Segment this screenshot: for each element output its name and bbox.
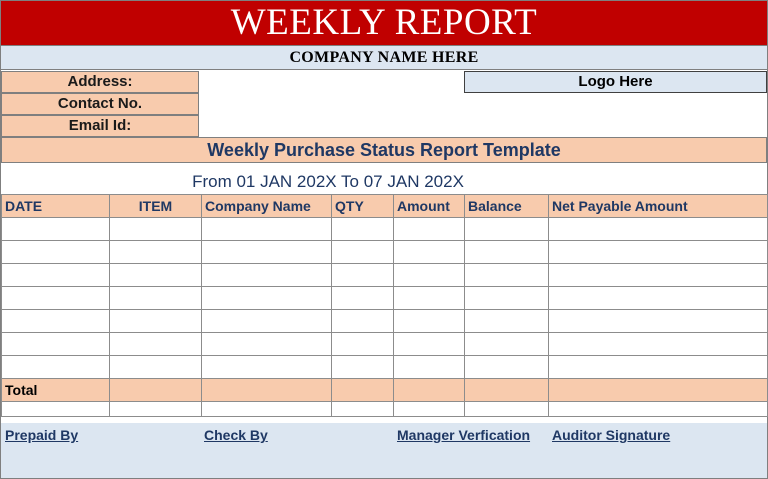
total-row[interactable] <box>2 379 768 402</box>
report-subtitle: Weekly Purchase Status Report Template <box>1 137 767 163</box>
table-row[interactable] <box>2 218 768 241</box>
col-item: ITEM <box>110 195 202 218</box>
table-row[interactable] <box>2 333 768 356</box>
report-title: WEEKLY REPORT <box>1 1 767 45</box>
col-date: DATE <box>2 195 110 218</box>
logo-placeholder[interactable]: Logo Here <box>464 71 767 93</box>
purchase-table <box>1 194 768 417</box>
col-qty: QTY <box>332 195 394 218</box>
table-row[interactable] <box>2 264 768 287</box>
table-row[interactable] <box>2 310 768 333</box>
auditor-signature-link[interactable]: Auditor Signature <box>552 427 671 443</box>
manager-verification-link[interactable]: Manager Verfication <box>397 427 531 443</box>
col-balance: Balance <box>465 195 549 218</box>
col-company-name: Company Name <box>202 195 332 218</box>
email-label: Email Id: <box>1 115 199 137</box>
col-amount: Amount <box>394 195 465 218</box>
table-row[interactable] <box>2 287 768 310</box>
col-net-payable: Net Payable Amount <box>549 195 768 218</box>
address-label: Address: <box>1 71 199 93</box>
spacer-row <box>2 402 768 417</box>
contact-label: Contact No. <box>1 93 199 115</box>
date-range: From 01 JAN 202X To 07 JAN 202X <box>192 172 464 191</box>
table-row[interactable] <box>2 241 768 264</box>
prepaid-by-link[interactable]: Prepaid By <box>5 427 79 443</box>
signature-footer <box>1 423 767 478</box>
company-name[interactable]: COMPANY NAME HERE <box>1 45 767 70</box>
total-label: Total <box>2 379 110 402</box>
check-by-link[interactable]: Check By <box>204 427 268 443</box>
table-header-row <box>2 195 768 218</box>
table-row[interactable] <box>2 356 768 379</box>
